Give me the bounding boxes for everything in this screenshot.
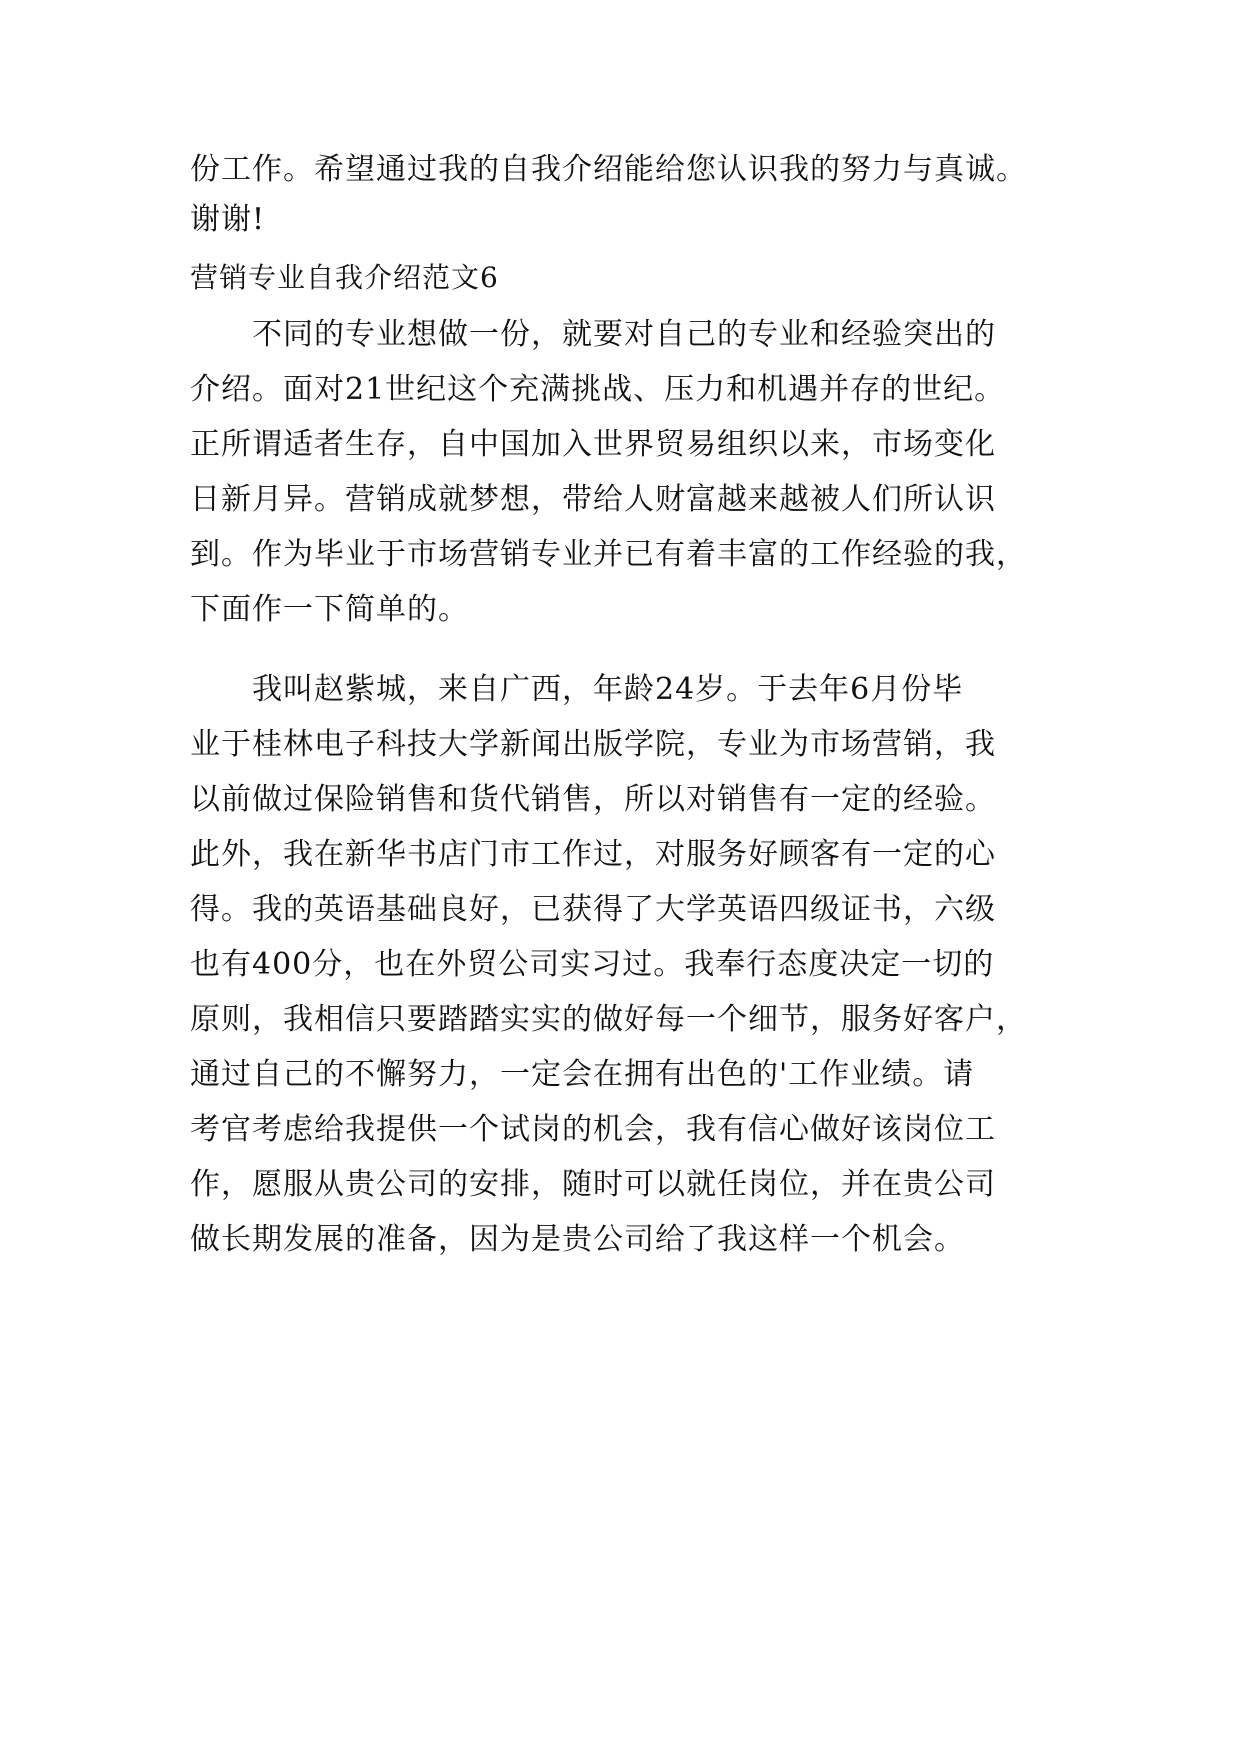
text-line: 以前做过保险销售和货代销售，所以对销售有一定的经验。: [190, 782, 996, 817]
text-line: 通过自己的不懈努力，一定会在拥有出色的'工作业绩。请: [190, 1057, 975, 1092]
text-line: 到。作为毕业于市场营销专业并已有着丰富的工作经验的我，: [190, 537, 1027, 572]
text-line: 日新月异。营销成就梦想，带给人财富越来越被人们所认识: [190, 482, 996, 517]
text-line: 谢谢!: [190, 202, 266, 237]
text-line: 考官考虑给我提供一个试岗的机会，我有信心做好该岗位工: [190, 1112, 996, 1147]
text-line: 介绍。面对21世纪这个充满挑战、压力和机遇并存的世纪。: [190, 372, 1006, 407]
text-line: 做长期发展的准备，因为是贵公司给了我这样一个机会。: [190, 1222, 965, 1257]
text-line: 也有400分，也在外贸公司实习过。我奉行态度决定一切的: [190, 947, 995, 982]
paragraph-first-line: 不同的专业想做一份，就要对自己的专业和经验突出的: [252, 317, 996, 352]
text-line: 此外，我在新华书店门市工作过，对服务好顾客有一定的心: [190, 837, 996, 872]
paragraph-first-line: 我叫赵紫城，来自广西，年龄24岁。于去年6月份毕: [252, 672, 964, 707]
text-line: 正所谓适者生存，自中国加入世界贸易组织以来，市场变化: [190, 427, 996, 462]
section-heading: 营销专业自我介绍范文6: [190, 261, 499, 294]
text-line: 份工作。希望通过我的自我介绍能给您认识我的努力与真诚。: [190, 152, 1027, 187]
text-line: 业于桂林电子科技大学新闻出版学院，专业为市场营销，我: [190, 727, 996, 762]
text-line: 得。我的英语基础良好，已获得了大学英语四级证书，六级: [190, 892, 996, 927]
text-line: 作，愿服从贵公司的安排，随时可以就任岗位，并在贵公司: [190, 1167, 996, 1202]
text-line: 原则，我相信只要踏踏实实的做好每一个细节，服务好客户，: [190, 1002, 1027, 1037]
text-line: 下面作一下简单的。: [190, 592, 469, 627]
